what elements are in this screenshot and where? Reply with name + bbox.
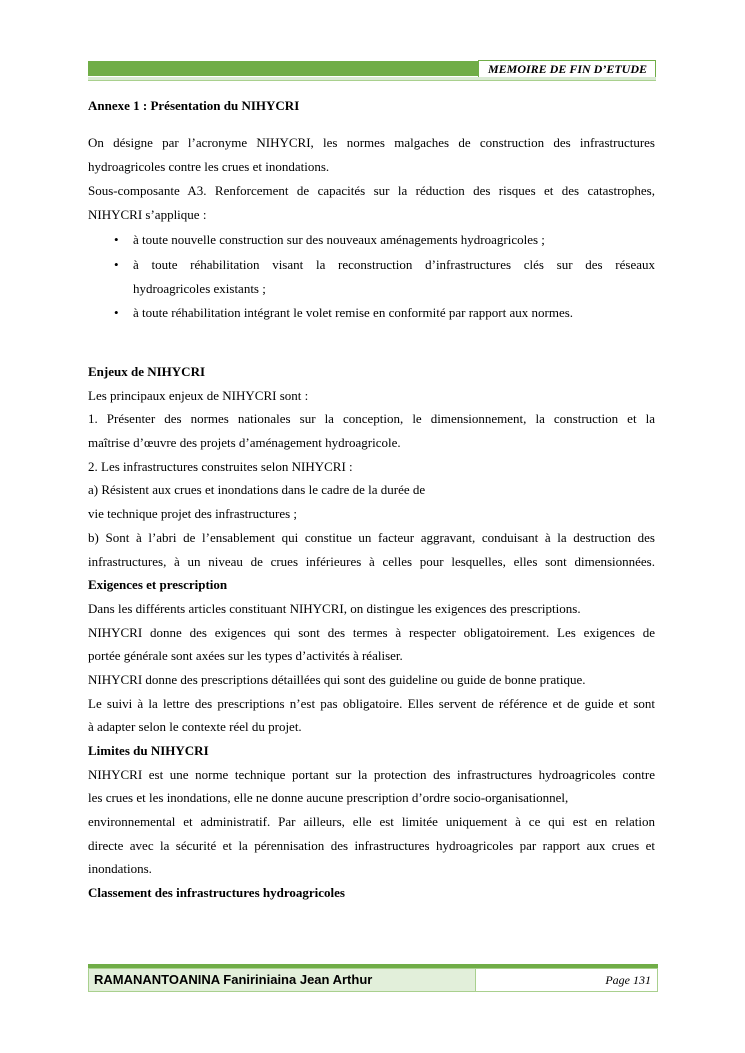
text-line: à adapter selon le contexte réel du projet. [88,719,302,735]
bullet-icon: • [114,305,119,320]
text-line: Les principaux enjeux de NIHYCRI sont : [88,387,309,403]
header-green-bar [88,61,478,76]
header-divider [88,77,656,81]
section-heading-limites: Limites du NIHYCRI [88,743,209,758]
text-line: NIHYCRI est une norme technique portant sur la protection des infrastructures hydroagricoles contre [88,766,655,782]
text-line: On désigne par l’acronyme NIHYCRI, les normes malgaches de construction des infrastructures [88,135,655,150]
bullet-icon: • [114,232,119,247]
text-line: maîtrise d’œuvre des projets d’aménagement hydroagricole. [88,435,401,451]
bullet-item-continued: hydroagricoles existants ; [133,281,266,296]
bullet-item: à toute réhabilitation visant la reconstruction d’infrastructures clés sur des réseaux [133,257,655,272]
text-line: inondations. [88,861,152,877]
text-line: NIHYCRI donne des prescriptions détaillées qui sont des guideline ou guide de bonne pratique. [88,671,586,687]
text-line: Dans les différents articles constituant NIHYCRI, on distingue les exigences des prescriptions. [88,600,581,616]
section-heading-classement: Classement des infrastructures hydroagricoles [88,885,345,901]
text-line: infrastructures, à un niveau de crues inférieures à celles pour lesquelles, elles sont dimensionnées. [88,553,655,569]
text-line: directe avec la sécurité et la pérennisation des infrastructures hydroagricoles par rapport aux crues et [88,837,655,853]
text-line: environnemental et administratif. Par ailleurs, elle est limitée uniquement à ce qui est en relation [88,814,655,830]
footer-author: RAMANANTOANINA Faniriniaina Jean Arthur [88,968,476,992]
text-line: portée générale sont axées sur les types d’activités à réaliser. [88,648,403,664]
text-line: b) Sont à l’abri de l’ensablement qui constitue un facteur aggravant, conduisant à la destruction des [88,529,655,545]
bullet-icon: • [114,257,119,272]
text-line: NIHYCRI s’applique : [88,207,207,222]
text-line: NIHYCRI donne des exigences qui sont des termes à respecter obligatoirement. Les exigences de [88,624,655,640]
header-title: MEMOIRE DE FIN D’ETUDE [478,60,656,78]
section-heading-exigences: Exigences et prescription [88,577,228,593]
bullet-item: à toute nouvelle construction sur des nouveaux aménagements hydroagricoles ; [133,232,545,247]
text-line: 2. Les infrastructures construites selon NIHYCRI : [88,458,353,474]
text-line: hydroagricoles contre les crues et inondations. [88,159,330,174]
text-line: vie technique projet des infrastructures ; [88,506,298,522]
text-line: Sous-composante A3. Renforcement de capacités sur la réduction des risques et des catastrophes, [88,183,655,198]
text-line: les crues et les inondations, elle ne donne aucune prescription d’ordre socio-organisationnel, [88,790,569,806]
text-line: Le suivi à la lettre des prescriptions n’est pas obligatoire. Elles servent de référence et de guide et sont [88,695,655,711]
text-line: a) Résistent aux crues et inondations dans le cadre de la durée de [88,482,426,498]
section-heading-enjeux: Enjeux de NIHYCRI [88,364,206,379]
text-line: 1. Présenter des normes nationales sur la conception, le dimensionnement, la construction et la [88,411,655,427]
bullet-item: à toute réhabilitation intégrant le volet remise en conformité par rapport aux normes. [133,305,574,320]
body-text [88,360,655,905]
annex-title: Annexe 1 : Présentation du NIHYCRI [88,98,300,113]
footer-page-number: Page 131 [476,968,658,992]
